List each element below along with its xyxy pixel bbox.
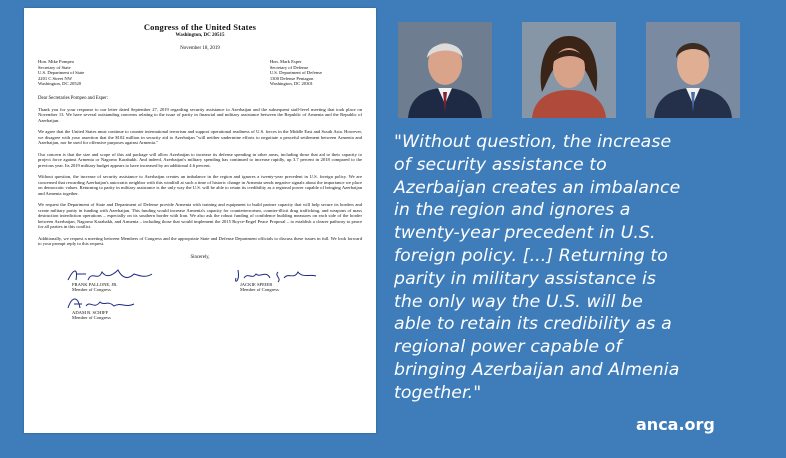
quote-line: in the region and ignores a: [394, 200, 631, 221]
signature-block: [232, 264, 342, 292]
letter-closing: Sincerely,: [190, 254, 210, 260]
signature-block: [64, 292, 174, 322]
signer-title: Member of Congress: [72, 287, 111, 293]
portrait-photo-1: [398, 22, 492, 118]
quote-line: twenty-year precedent in U.S.: [394, 223, 656, 244]
recipient-address-right: [270, 59, 322, 87]
address-line: Hon. Mark Esper: [269, 59, 302, 64]
address-line: 2201 C Street NW: [38, 75, 73, 81]
portrait-photo-2: [522, 22, 616, 118]
address-line: U.S. Department of State: [38, 70, 85, 76]
address-line: Washington, DC 20520: [38, 81, 82, 87]
portrait-photo-3: [646, 22, 740, 118]
quote-line: regional power capable of: [394, 337, 622, 358]
letter-paragraph: Thank you for your response to our letter dated September 27, 2019 regarding security assistance to Azerbaijan and the subsequent staff-level meeting that took place on November 13. We have several outstanding concerns relating to the issue of parity in financial and military assistance between the Republic of Armenia and the Republic of Azerbaijan.: [38, 106, 362, 123]
signer-name: JACKIE SPEIER: [240, 281, 273, 287]
signer-title: Member of Congress: [240, 287, 279, 293]
address-line: Washington, DC 20301: [269, 81, 313, 87]
recipient-addresses: [38, 59, 362, 87]
quote-line: "Without question, the increase: [394, 132, 672, 152]
quote-line: bringing Azerbaijan and Almenia: [394, 359, 680, 380]
address-line: U.S. Department of Defense: [269, 70, 322, 76]
letterhead-title: Congress of the United States: [143, 22, 257, 32]
signature-block: [64, 264, 174, 292]
signature-row: [38, 264, 362, 292]
letter-paragraph: Our concern is that the size and scope of this aid package will allow Azerbaijan to increase its defense spending in other areas, including those that aid to their capacity to project force against Armenia or Nagorno Karabakh. And indeed, Azerbaijan's military spending has continued to increase rapidly, up 3.7 percent in 2018 compared to the previous year. Its 2019 military budget appears to have increased by an additional 4.6 percent.: [38, 151, 362, 168]
quote-line: of security assistance to: [394, 154, 607, 175]
address-line: Secretary of State: [38, 64, 71, 70]
address-line: 1300 Defense Pentagon: [269, 75, 314, 81]
quote-line: the only way the U.S. will be: [394, 291, 643, 312]
signer-name-block: [72, 310, 111, 321]
letter-paragraph: We request the Department of State and Department of Defense provide Armenia with training and equipment to build partner capacity that will help secure its borders and create military parity in funding with Azerbaijan. This funding would increase Armenia's capacity for counterterrorism, counter-illicit drug trafficking, and weapons of mass destruction interdiction operations – especially on its southern border with Iran. We also ask the robust funding of confidence building measures on each side of the border between Azerbaijan, Nagorno Karabakh, and Armenia – including those that would implement the 2015 Royce-Engel Peace Proposal – to establish a clearer pathway to peace for all parties in this conflict.: [38, 202, 362, 230]
letter-paragraph: Additionally, we request a meeting between Members of Congress and the appropriate State and Defense Department officials to discuss these issues in full. We look forward to your prompt reply to this request.: [38, 235, 362, 247]
letter-date: November 18, 2019: [180, 46, 220, 51]
portrait-man-dark-hair: [646, 22, 740, 118]
signer-name: ADAM B. SCHIFF: [72, 309, 109, 315]
signer-name-block: [240, 282, 279, 293]
pull-quote: [394, 131, 776, 405]
congress-letter: [24, 8, 376, 433]
quote-line: able to retain its credibility as a: [394, 314, 672, 335]
portrait-woman-dark-hair: [522, 22, 616, 118]
signer-title: Member of Congress: [72, 315, 111, 321]
signer-name: FRANK PALLONE, JR.: [72, 281, 118, 287]
portrait-man-grey-hair: [398, 22, 492, 118]
anca-logo-text: anca.org: [636, 415, 715, 434]
letter-paragraph: We agree that the United States must continue to counter international terrorism and support operational readiness of U.S. forces in the Middle East and South Asia. However, we disagree with your assertion that the $102 million in security aid to Azerbaijan "will neither undermine efforts to negotiate a peaceful settlement between Armenia and Azerbaijan, nor be used for offensive purposes against Armenia.": [38, 129, 362, 146]
letterhead-subtitle: Washington, DC 20515: [175, 33, 225, 38]
quote-line: together.": [394, 382, 482, 403]
quote-line: parity in military assistance is: [394, 268, 656, 289]
address-line: Hon. Mike Pompeo: [38, 59, 75, 64]
quote-line: Azerbaijan creates an imbalance: [394, 177, 681, 198]
letter-paragraph: Without question, the increase of security assistance to Azerbaijan creates an imbalance in the region and ignores a twenty-year precedent in U.S. foreign policy. We are concerned that rewarding Azerbaijan's autocratic neighbor with this windfall at such a time of historic change in Armenia sends negative signals about the importance we place on democratic values. Returning to parity in military assistance is the only way the U.S. will be able to retain its credibility as a regional power capable of bringing Azerbaijan and Armenia together.: [38, 174, 362, 196]
recipient-address-left: [38, 59, 84, 87]
quote-line: foreign policy. [...] Returning to: [394, 245, 668, 266]
letter-salutation: Dear Secretaries Pompeo and Esper:: [38, 95, 109, 101]
address-line: Secretary of Defense: [269, 64, 309, 70]
